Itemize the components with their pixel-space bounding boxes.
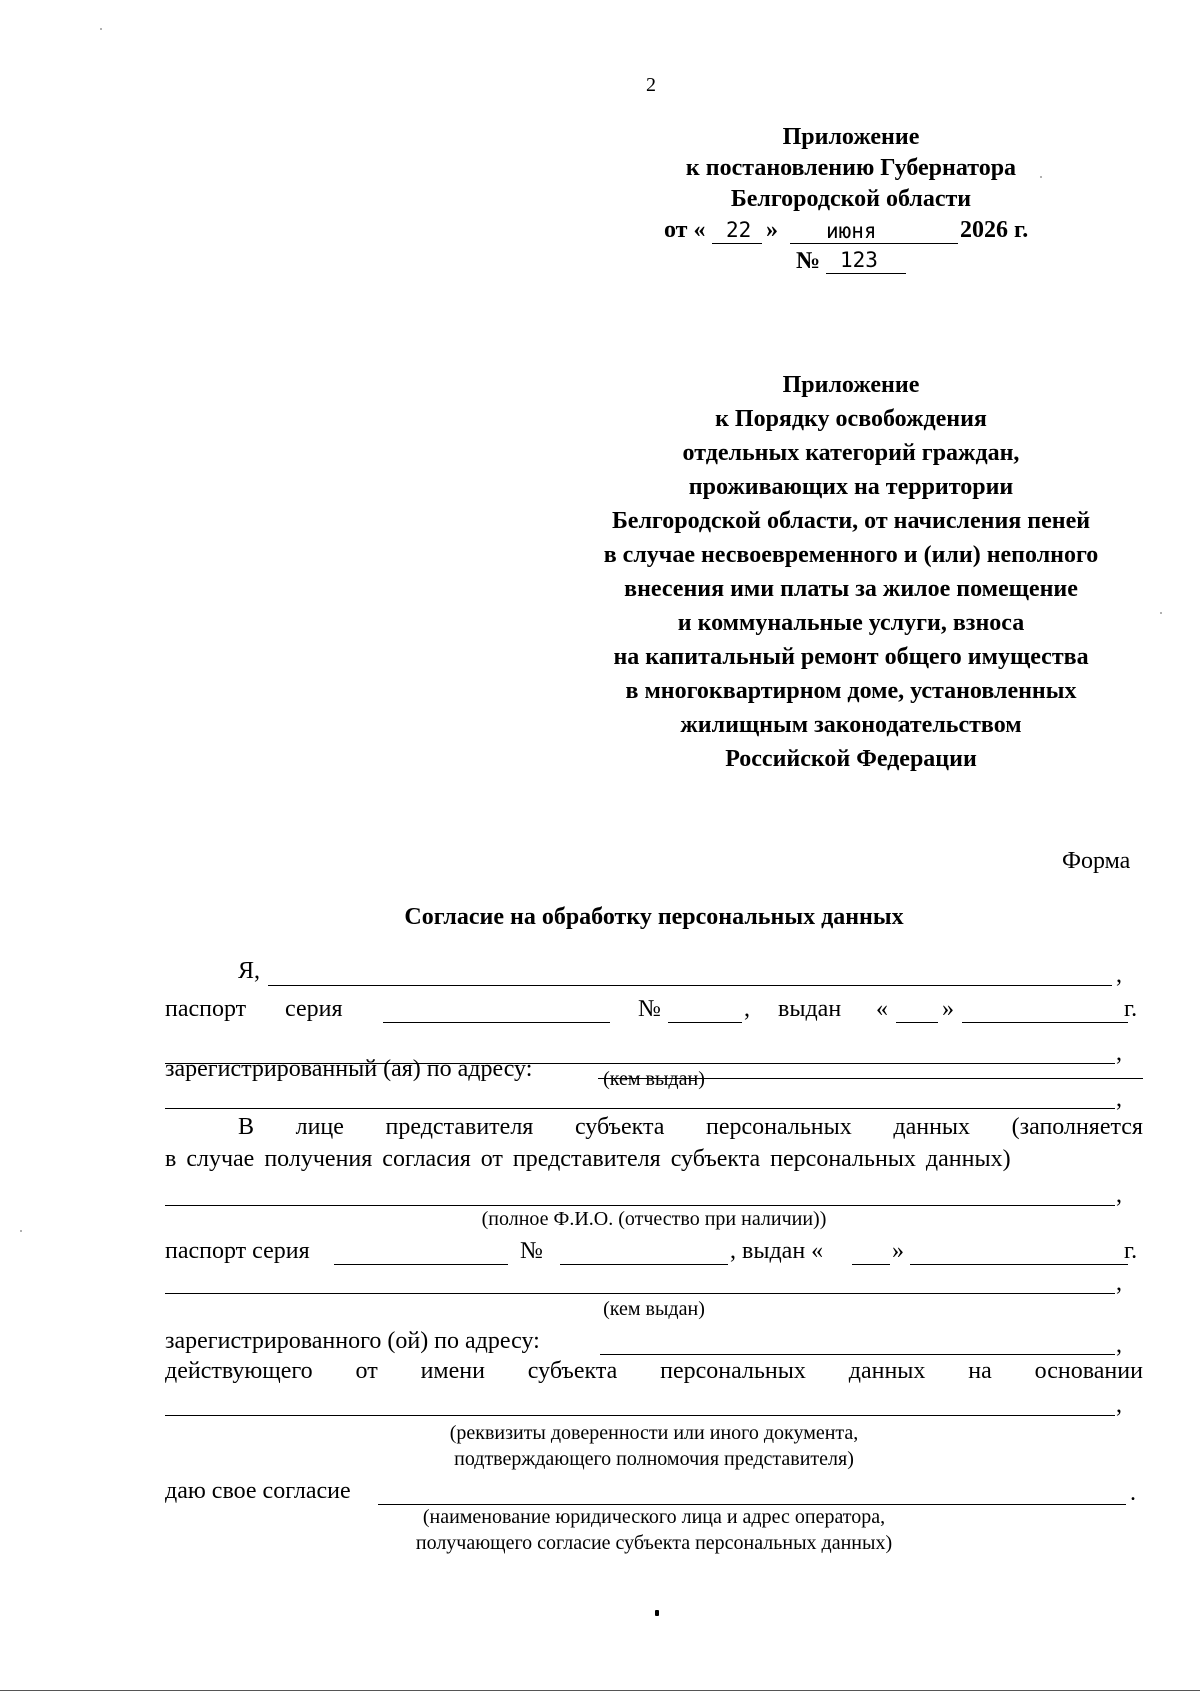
decree-date-year: 2026 г. — [960, 217, 1029, 243]
appendix-order-line: проживающих на территории — [688, 474, 1014, 500]
acting-word: от — [355, 1358, 378, 1384]
representative-word: представителя — [385, 1114, 534, 1140]
decree-date-close-quote: » — [766, 217, 778, 243]
acting-word: данных — [848, 1358, 926, 1384]
representative-passport-label: паспорт серия — [165, 1238, 310, 1264]
comma: , — [1116, 1332, 1122, 1358]
quote-close: » — [942, 996, 954, 1022]
power-of-attorney-field[interactable] — [165, 1415, 1115, 1416]
full-name-caption: (полное Ф.И.О. (отчество при наличии)) — [481, 1208, 827, 1230]
operator-caption-2: получающего согласие субъекта персональных данных) — [415, 1532, 893, 1554]
year-suffix: г. — [1124, 996, 1138, 1022]
representative-issued-by-caption: (кем выдан) — [603, 1298, 705, 1320]
representative-issued-label: , выдан « — [730, 1238, 824, 1264]
decree-number-value: 123 — [840, 248, 878, 272]
decree-number-prefix: № — [796, 248, 821, 274]
decree-number-underline — [826, 273, 906, 274]
appendix-order-line: внесения ими платы за жилое помещение — [624, 576, 1078, 602]
scan-speck — [1160, 612, 1162, 614]
i-label: Я, — [238, 958, 261, 984]
representative-word: субъекта — [574, 1114, 665, 1140]
form-title: Согласие на обработку персональных данных — [404, 904, 904, 930]
acting-line — [165, 1358, 1143, 1385]
representative-series-field[interactable] — [334, 1264, 508, 1265]
representative-line-2: в случае получения согласия от представителя субъекта персональных данных) — [165, 1146, 1011, 1172]
passport-number-field[interactable] — [668, 1022, 742, 1023]
acting-word: основании — [1034, 1358, 1143, 1384]
appendix-order-line: Белгородской области, от начисления пеней — [611, 508, 1091, 534]
appendix-order-line: и коммунальные услуги, взноса — [677, 610, 1025, 636]
representative-word: персональных — [706, 1114, 852, 1140]
scan-speck — [100, 28, 102, 30]
appendix-order-line: Приложение — [782, 372, 920, 398]
period: . — [1130, 1480, 1136, 1506]
scan-speck — [20, 1230, 22, 1232]
appendix-main-decree: к постановлению Губернатора — [685, 155, 1017, 181]
page-number: 2 — [646, 74, 656, 96]
appendix-order-line: в многоквартирном доме, установленных — [625, 678, 1077, 704]
comma: , — [1116, 1392, 1122, 1418]
consent-label: даю свое согласие — [165, 1478, 351, 1504]
passport-series-field[interactable] — [383, 1022, 610, 1023]
passport-number-label: № — [638, 996, 661, 1022]
registered-address-field-2[interactable] — [165, 1108, 1115, 1109]
power-caption-1: (реквизиты доверенности или иного документа, — [449, 1422, 859, 1444]
comma: , — [1116, 1086, 1122, 1112]
power-caption-2: подтверждающего полномочия представителя) — [454, 1448, 854, 1470]
representative-name-field[interactable] — [165, 1205, 1115, 1206]
appendix-order-line: к Порядку освобождения — [715, 406, 987, 432]
registered-label: зарегистрированный (ая) по адресу: — [165, 1056, 533, 1082]
decree-date-day: 22 — [726, 218, 752, 242]
acting-word: субъекта — [527, 1358, 618, 1384]
acting-word: на — [968, 1358, 992, 1384]
representative-issue-month-year-field[interactable] — [910, 1264, 1128, 1265]
operator-caption-1: (наименование юридического лица и адрес оператора, — [422, 1506, 886, 1528]
registered-address-field[interactable] — [598, 1078, 1143, 1079]
appendix-order-line: жилищным законодательством — [680, 712, 1022, 738]
scan-speck — [1040, 176, 1042, 178]
operator-field[interactable] — [378, 1504, 1126, 1505]
issue-month-year-field[interactable] — [962, 1022, 1128, 1023]
decree-month-underline — [790, 243, 958, 244]
appendix-main-region: Белгородской области — [730, 186, 972, 212]
issue-day-field[interactable] — [896, 1022, 938, 1023]
representative-word: (заполняется — [1011, 1114, 1143, 1140]
scan-speck — [655, 1610, 659, 1616]
representative-issue-day-field[interactable] — [852, 1264, 890, 1265]
quote-close: » — [892, 1238, 904, 1264]
acting-word: имени — [420, 1358, 485, 1384]
representative-word: данных — [893, 1114, 971, 1140]
acting-word: действующего — [165, 1358, 313, 1384]
appendix-order-line: отдельных категорий граждан, — [682, 440, 1020, 466]
representative-line-1 — [238, 1114, 1143, 1141]
appendix-order-line: на капитальный ремонт общего имущества — [613, 644, 1089, 670]
comma: , — [1116, 1270, 1122, 1296]
representative-address-field[interactable] — [600, 1354, 1115, 1355]
comma: , — [1116, 1040, 1122, 1066]
acting-word: персональных — [660, 1358, 806, 1384]
comma: , — [744, 996, 750, 1022]
issued-by-caption: (кем выдан) — [603, 1068, 705, 1090]
representative-word: В — [238, 1114, 255, 1140]
decree-date-prefix: от « — [664, 217, 706, 243]
representative-issued-by-field[interactable] — [165, 1293, 1115, 1294]
representative-word: лице — [295, 1114, 344, 1140]
appendix-order-line: в случае несвоевременного и (или) неполного — [603, 542, 1099, 568]
decree-day-underline — [712, 243, 762, 244]
issued-label: выдан — [778, 996, 842, 1022]
passport-label: паспорт — [165, 996, 247, 1022]
series-label: серия — [285, 996, 343, 1022]
year-suffix: г. — [1124, 1238, 1138, 1264]
representative-number-label: № — [520, 1238, 543, 1264]
scan-edge-line — [0, 1690, 1200, 1691]
decree-date-month: июня — [826, 219, 877, 243]
full-name-field[interactable] — [268, 985, 1112, 986]
comma: , — [1116, 1182, 1122, 1208]
comma: , — [1116, 962, 1122, 988]
quote-open: « — [876, 996, 888, 1022]
form-label: Форма — [1062, 848, 1131, 874]
appendix-main-title: Приложение — [782, 124, 920, 150]
representative-number-field[interactable] — [560, 1264, 728, 1265]
representative-registered-label: зарегистрированного (ой) по адресу: — [165, 1328, 540, 1354]
appendix-order-line: Российской Федерации — [725, 746, 977, 772]
